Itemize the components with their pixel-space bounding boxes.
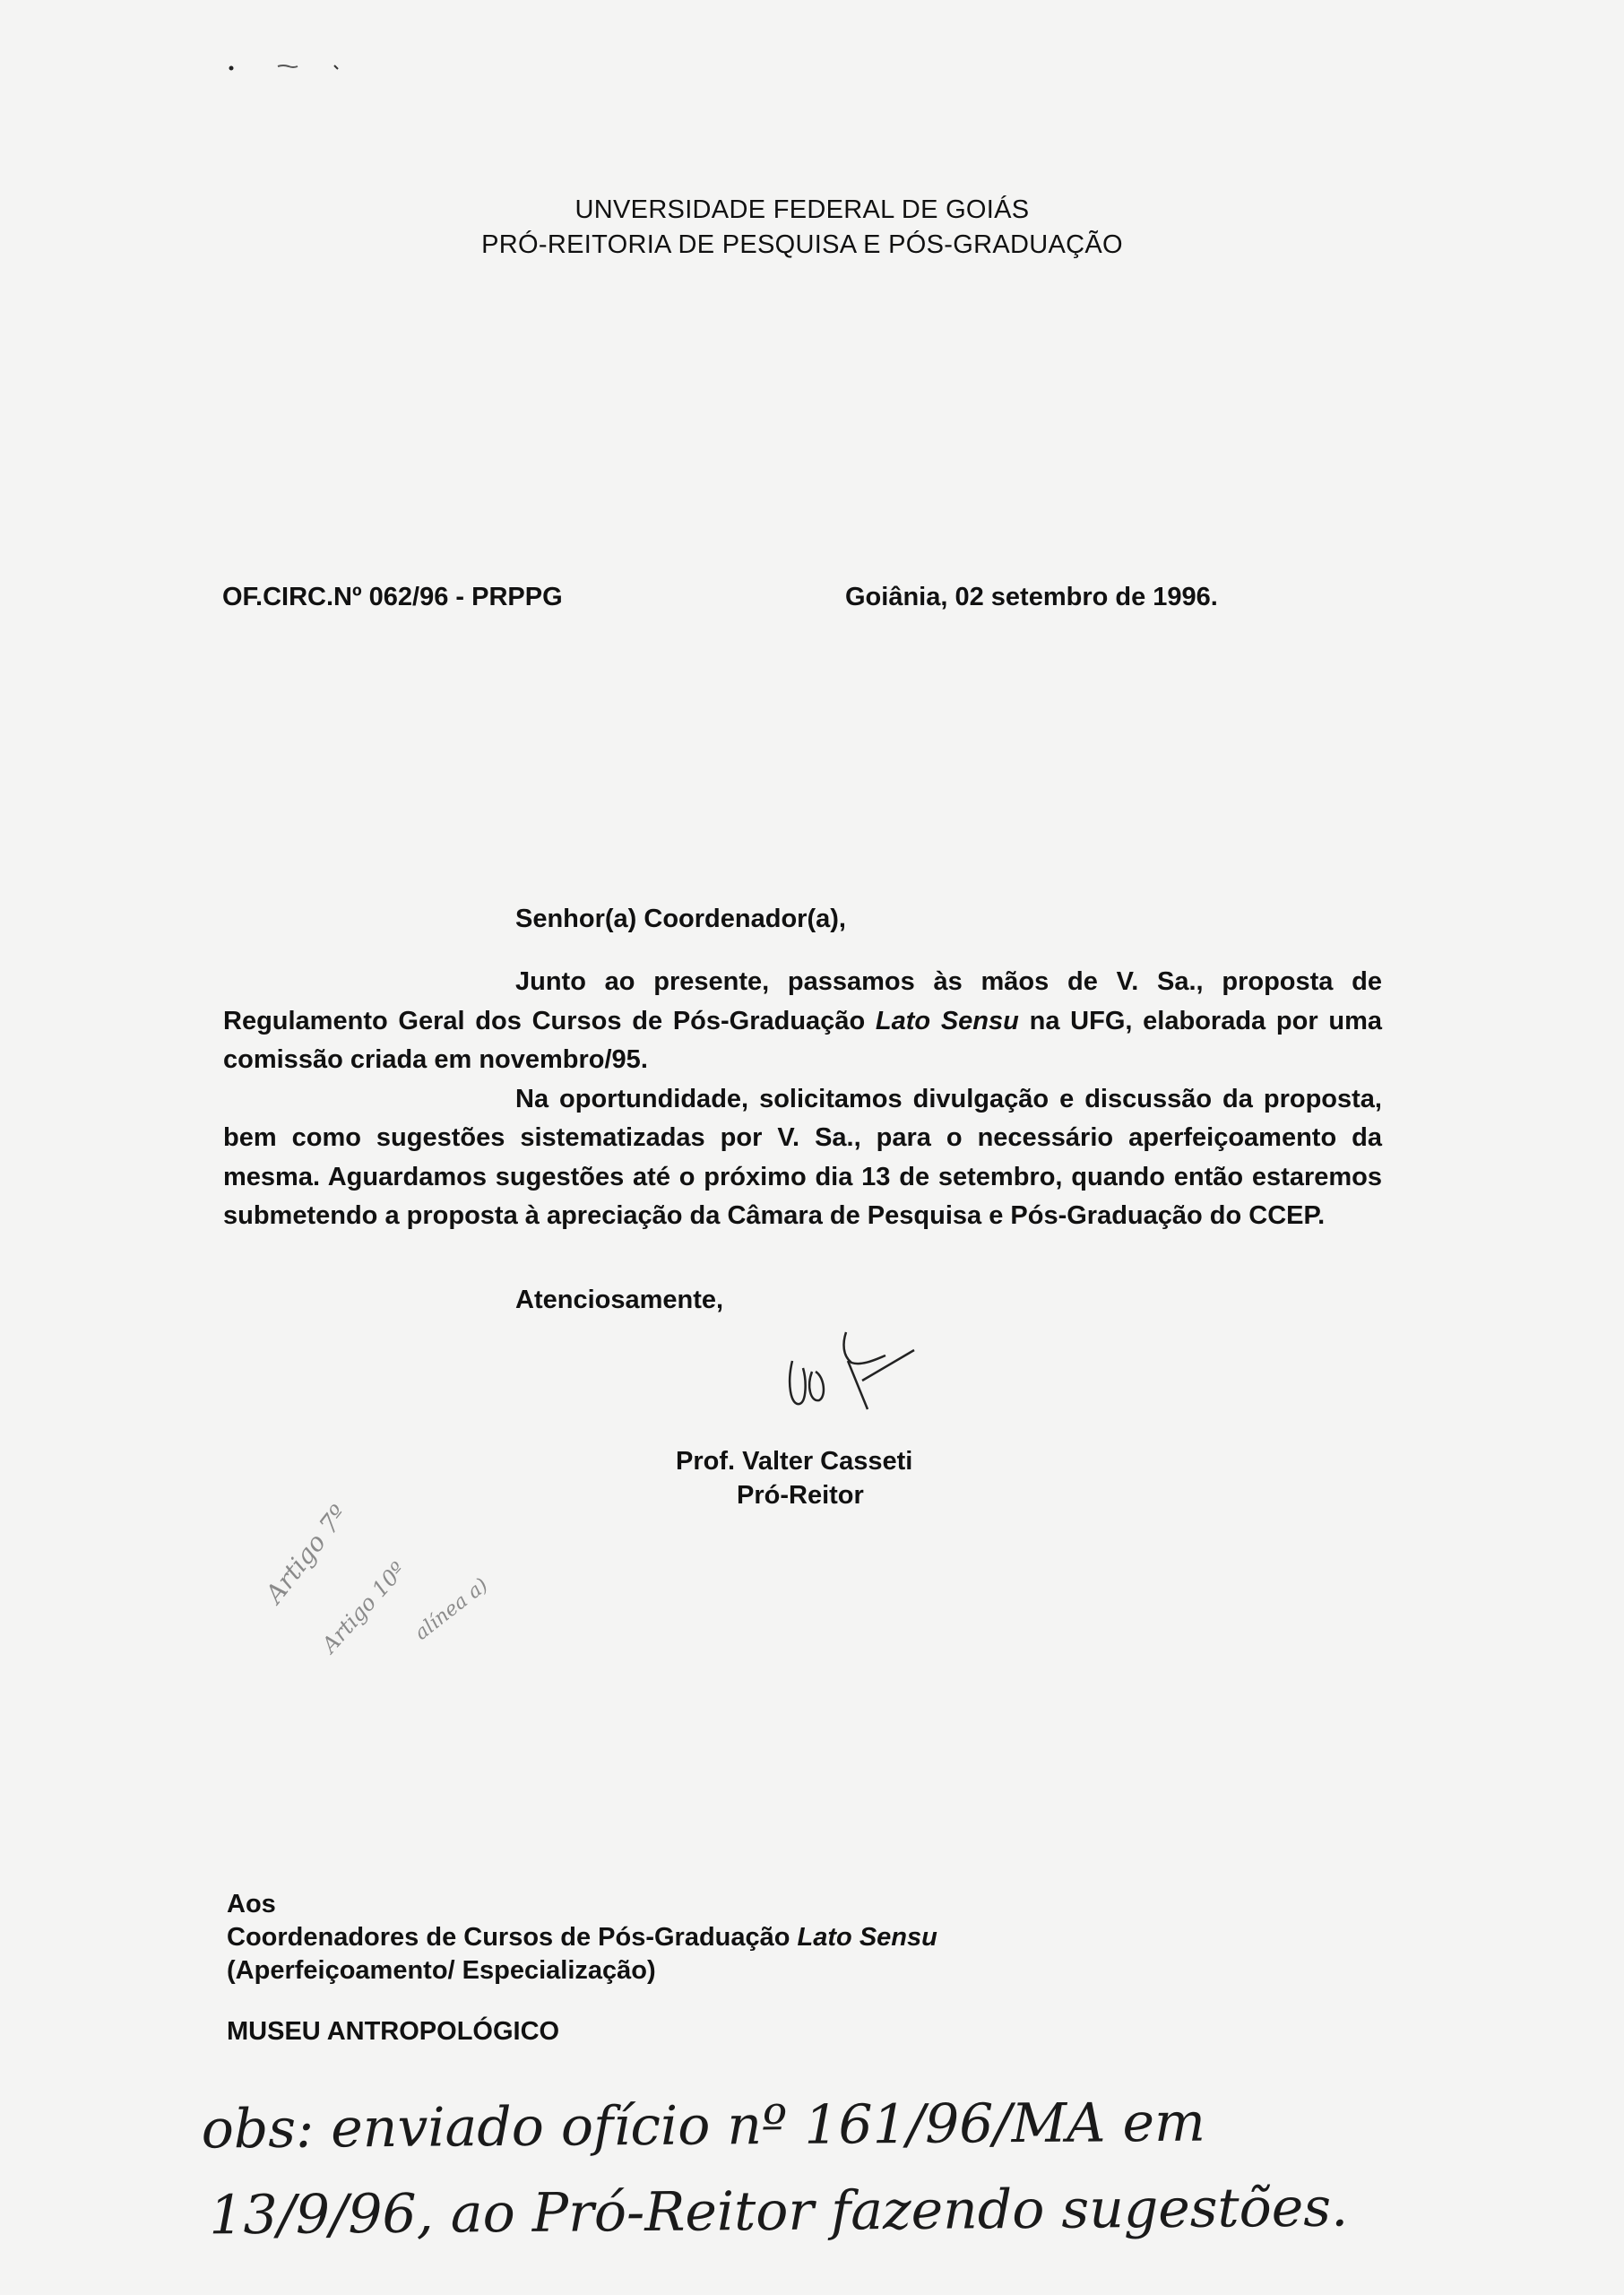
handwritten-note-line-1: obs: enviado ofício nº 161/96/MA em — [201, 2091, 1206, 2161]
margin-note-1: Artigo 7º — [259, 1499, 354, 1609]
letterhead — [0, 193, 1604, 263]
handwritten-note-line-2: 13/9/96, ao Pró-Reitor fazendo sugestões. — [209, 2176, 1349, 2247]
signer-role: Pró-Reitor — [737, 1481, 864, 1510]
recipient-line-3: (Aperfeiçoamento/ Especialização) — [227, 1956, 656, 1985]
salutation: Senhor(a) Coordenador(a), — [515, 905, 846, 933]
signer-name: Prof. Valter Casseti — [676, 1447, 913, 1476]
recipient-unit: MUSEU ANTROPOLÓGICO — [227, 2017, 560, 2046]
recipient-line-2: Coordenadores de Cursos de Pós-Graduação Lato Sensu — [227, 1923, 937, 1952]
paragraph-1: Junto ao presente, passamos às mãos de V. Sa., proposta de Regulamento Geral dos Cursos de Pós-Graduação Lato Sensu na UFG, elaborada por uma comissão criada em novembro/95. — [223, 967, 1382, 1074]
recipient-block — [227, 1888, 937, 1988]
scan-specks — [229, 61, 354, 79]
university-name: UNVERSIDADE FEDERAL DE GOIÁS — [574, 195, 1030, 224]
latin-term: Lato Sensu — [875, 1006, 1019, 1035]
handwritten-note — [201, 2077, 1600, 2259]
recipient-line-1: Aos — [227, 1890, 276, 1918]
margin-note-2: Artigo 10º — [316, 1557, 411, 1658]
reference-number: OF.CIRC.Nº 062/96 - PRPPG — [222, 583, 563, 611]
letter-date: Goiânia, 02 setembro de 1996. — [845, 583, 1218, 611]
letter-body — [223, 963, 1382, 1236]
department-name: PRÓ-REITORIA DE PESQUISA E PÓS-GRADUAÇÃO — [481, 230, 1123, 259]
paragraph-2: Na oportundidade, solicitamos divulgação e discussão da proposta, bem como sugestões sistematizadas por V. Sa., para o necessário aperfeiçoamento da mesma. Aguardamos sugestões até o próximo dia 13 de setembro, quando então estaremos submetendo a proposta à apreciação da Câmara de Pesquisa e Pós-Graduação do CCEP. — [223, 1084, 1382, 1230]
closing: Atenciosamente, — [515, 1286, 724, 1314]
pencil-margin-notes — [251, 1416, 574, 1685]
signature-mark — [780, 1316, 959, 1424]
margin-note-3: alínea a) — [410, 1573, 493, 1645]
